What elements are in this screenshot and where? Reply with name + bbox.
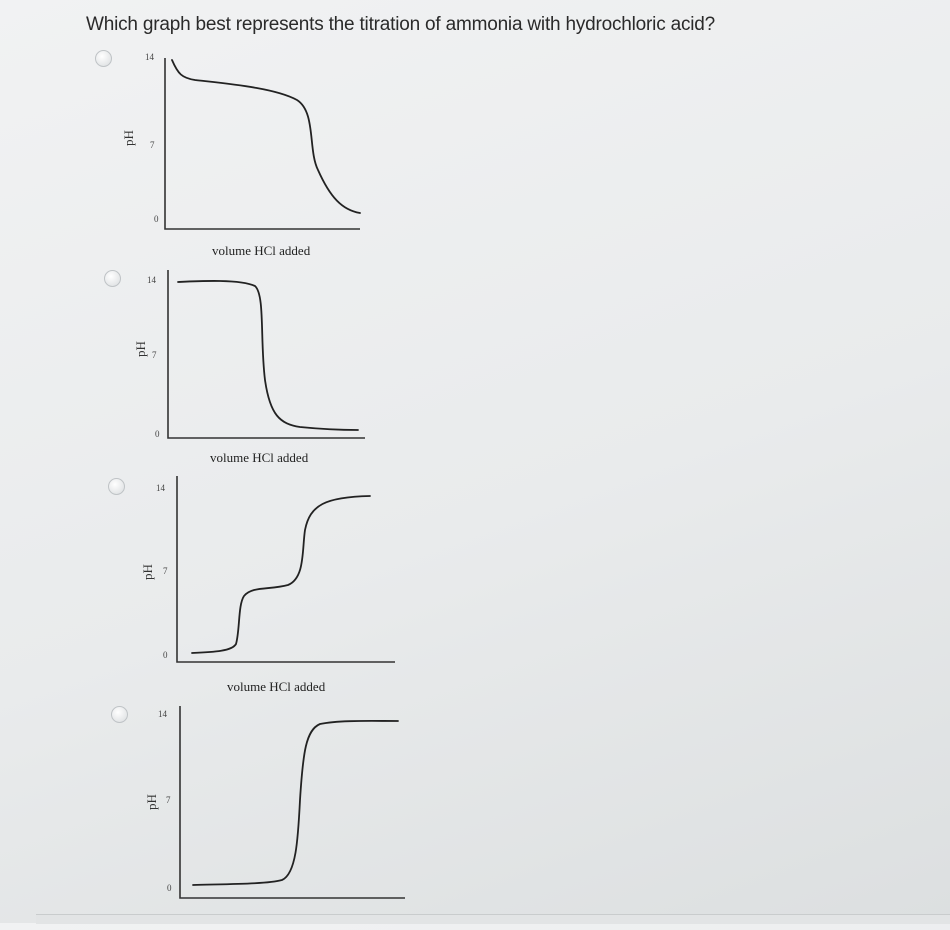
y-axis-label: pH <box>133 341 148 357</box>
y-tick-0: 0 <box>154 214 159 224</box>
graph-option-4 <box>0 0 420 930</box>
y-tick-14: 14 <box>145 52 154 62</box>
y-tick-7: 7 <box>166 795 171 805</box>
axes <box>180 706 405 898</box>
y-tick-7: 7 <box>163 566 168 576</box>
y-axis-label: pH <box>121 130 136 146</box>
y-tick-14: 14 <box>147 275 156 285</box>
y-axis-label: pH <box>144 794 159 810</box>
x-axis-label: volume HCl added <box>210 450 309 465</box>
y-tick-7: 7 <box>150 140 155 150</box>
y-axis-label: pH <box>140 564 155 580</box>
x-axis-label: volume HCl added <box>212 243 311 258</box>
y-tick-0: 0 <box>155 429 160 439</box>
y-tick-0: 0 <box>163 650 168 660</box>
x-axis-label: volume HCl added <box>227 679 326 694</box>
y-tick-14: 14 <box>158 709 167 719</box>
y-tick-7: 7 <box>152 350 157 360</box>
y-tick-0: 0 <box>167 883 172 893</box>
y-tick-14: 14 <box>156 483 165 493</box>
titration-curve <box>193 721 398 885</box>
question-text: Which graph best represents the titration of ammonia with hydrochloric acid? <box>86 14 716 35</box>
